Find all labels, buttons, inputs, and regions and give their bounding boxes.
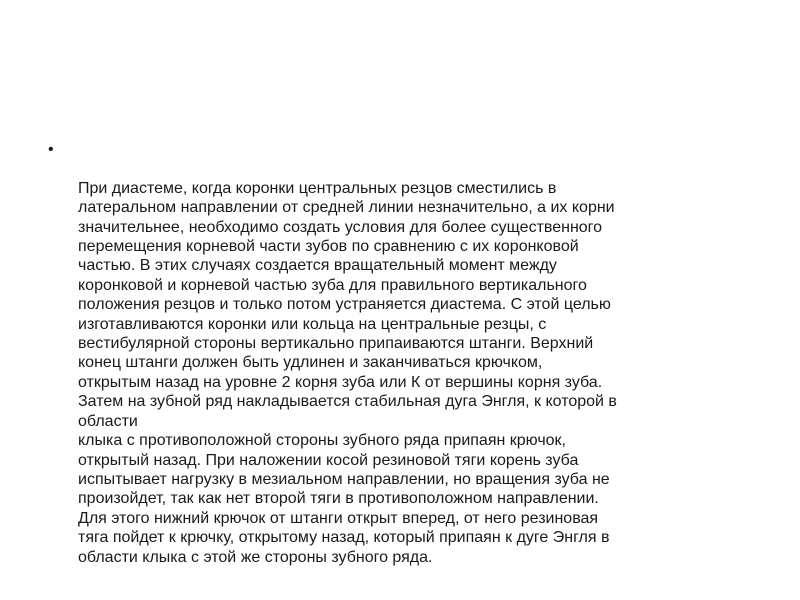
bullet-item	[48, 140, 758, 567]
bullet-list	[48, 140, 758, 567]
bullet-text: При диастеме, когда коронки центральных резцов сместились в латеральном направлении от средней линии незначительно, а их корни значительнее, необходимо создать условия для более существенного перемещения корневой части зубов по сравнению с их коронковой частью. В этих случаях создается вращательный момент между коронковой и корневой частью зуба для правильного вертикального положения резцов и только потом устраняется диастема. С этой целью изготавливаются коронки или кольца на центральные резцы, с вестибулярной стороны вертикально припаиваются штанги. Верхний конец штанги должен быть удлинен и заканчиваться крючком, открытым назад на уровне 2 корня зуба или К от вершины корня зуба. Затем на зубной ряд накладывается стабильная дуга Энгля, к которой в области клыка с противоположной стороны зубного ряда припаян крючок, открытый назад. При наложении косой резиновой тяги корень зуба испытывает нагрузку в мезиальном направлении, но вращения зуба не произойдет, так как нет второй тяги в противоположном направлении. Для этого нижний крючок от штанги открыт вперед, от него резиновая тяга пойдет к крючку, открытому назад, который припаян к дуге Энгля в области клыка с этой же стороны зубного ряда.	[78, 179, 617, 566]
bullet-icon: •	[48, 141, 54, 158]
